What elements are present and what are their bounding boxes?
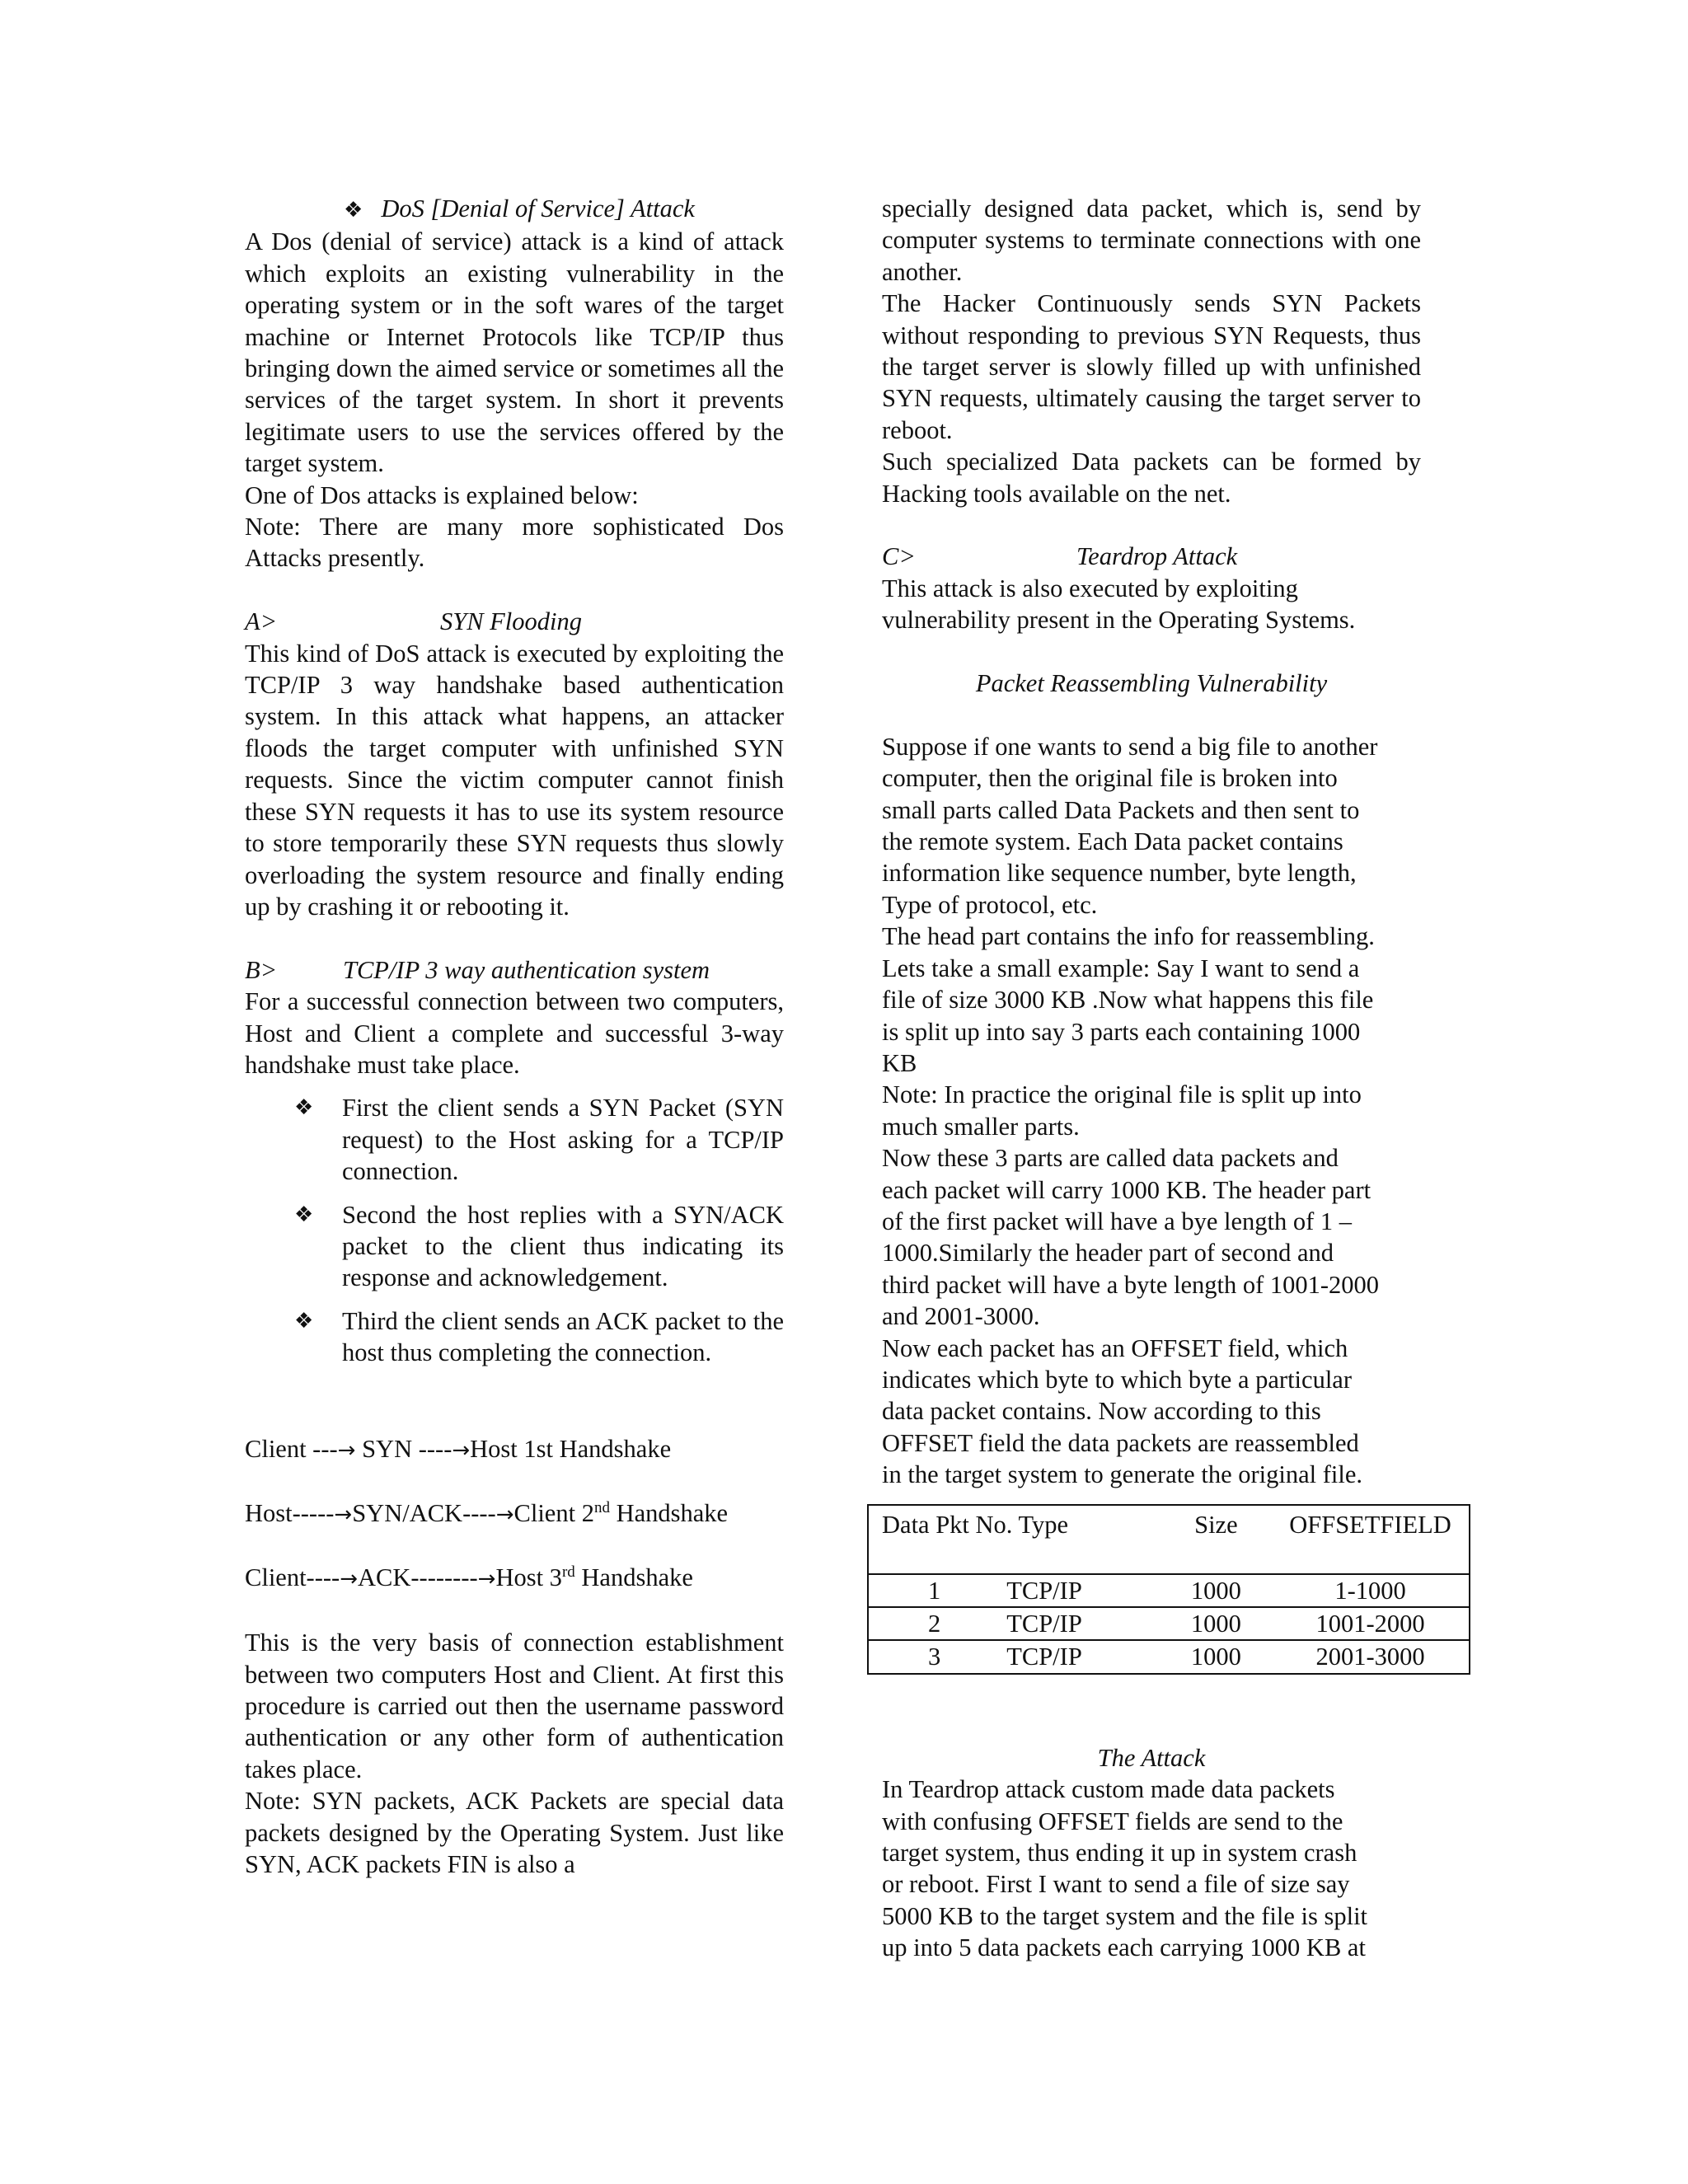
text-line: Suppose if one wants to send a big file to another <box>882 732 1378 761</box>
dos-one-of-line: One of Dos attacks is explained below: <box>245 480 639 509</box>
text-line: small parts called Data Packets and then sent to <box>882 795 1360 824</box>
syn-flooding-paragraph: This kind of DoS attack is executed by exploiting the TCP/IP 3 way handshake based authentication system. In this attack what happens, an attacker floods the target computer with unfinished SYN requests. Since the victim computer cannot finish these SYN requests it has to use its system resource to store temporarily these SYN requests thus slowly overloading the system resource and finally ending up by crashing it or rebooting it. <box>245 639 784 921</box>
text-line: target system, thus ending it up in system crash <box>882 1839 1357 1868</box>
arrow-right-icon: → <box>495 1502 514 1527</box>
text-line: KB <box>882 1048 917 1077</box>
list-item: ❖ First the client sends a SYN Packet (SYN request) to the Host asking for a TCP/IP connection. <box>294 1094 784 1186</box>
section-label-a: A> <box>245 607 278 636</box>
text-line: each packet will carry 1000 KB. The header part <box>882 1175 1372 1204</box>
text-line: 5000 KB to the target system and the file is split <box>882 1901 1368 1930</box>
table-cell: 1000 <box>1160 1574 1272 1607</box>
table-cell: 2001-3000 <box>1272 1640 1470 1673</box>
table-cell: 2 TCP/IP <box>868 1607 1086 1640</box>
reassembling-paragraph <box>882 731 1421 1491</box>
column-header: Size <box>1194 1510 1238 1539</box>
subsection-title-attack: The Attack <box>1097 1743 1206 1772</box>
section-label-c: C> <box>882 542 916 571</box>
text-line: Note: In practice the original file is split up into <box>882 1080 1362 1109</box>
fin-continuation-paragraph: specially designed data packet, which is, send by computer systems to terminate connections with one another. <box>882 194 1421 286</box>
text-line: the remote system. Each Data packet contains <box>882 827 1343 856</box>
section-heading-a <box>245 606 784 637</box>
dos-note: Note: There are many more sophisticated Dos Attacks presently. <box>245 513 784 573</box>
list-item: ❖ Third the client sends an ACK packet to the host thus completing the connection. <box>294 1306 784 1367</box>
column-header: Data Pkt No. Type <box>882 1510 1069 1539</box>
handshake-bullet-list <box>245 1092 784 1368</box>
text-line: up into 5 data packets each carrying 1000 KB at <box>882 1933 1366 1962</box>
hacker-paragraph: The Hacker Continuously sends SYN Packets without responding to previous SYN Requests, thus the target server is slowly filled up with unfinished SYN requests, ultimately causing the target server to reboot. <box>882 289 1421 444</box>
text-line: Type of protocol, etc. <box>882 890 1098 919</box>
table-row <box>868 1574 1470 1607</box>
text-line: computer, then the original file is broken into <box>882 764 1338 793</box>
text-line: is split up into say 3 parts each containing 1000 <box>882 1017 1361 1046</box>
text-line: in the target system to generate the original file. <box>882 1460 1362 1489</box>
tools-paragraph: Such specialized Data packets can be formed by Hacking tools available on the net. <box>882 448 1421 508</box>
arrow-right-icon: → <box>334 1502 353 1527</box>
diamond-bullet-icon: ❖ <box>294 1095 314 1121</box>
list-item: ❖ Second the host replies with a SYN/ACK packet to the client thus indicating its response and acknowledgement. <box>294 1200 784 1292</box>
section-heading-b <box>245 954 784 986</box>
diamond-bullet-icon: ❖ <box>344 198 363 223</box>
table-header-row <box>868 1505 1470 1574</box>
handshake-line-1: Client ---→ SYN ----→Host 1st Handshake <box>245 1434 672 1463</box>
left-column <box>245 193 784 1880</box>
text-line: or reboot. First I want to send a file of size say <box>882 1870 1350 1899</box>
text-line: indicates which byte to which byte a particular <box>882 1365 1352 1394</box>
text-line: 1000.Similarly the header part of second and <box>882 1239 1334 1268</box>
section-title-teardrop: Teardrop Attack <box>1076 542 1238 571</box>
table-cell: 1 TCP/IP <box>868 1574 1086 1607</box>
subsection-title-reassembling: Packet Reassembling Vulnerability <box>975 669 1328 698</box>
section-label-b: B> <box>245 955 278 984</box>
text-line: and 2001-3000. <box>882 1302 1040 1331</box>
syn-ack-note: Note: SYN packets, ACK Packets are special data packets designed by the Operating System. Just like SYN, ACK packets FIN is also a <box>245 1787 784 1879</box>
right-column <box>882 193 1451 1964</box>
text-line: Now these 3 parts are called data packets and <box>882 1144 1339 1173</box>
column-header: OFFSETFIELD <box>1289 1510 1451 1539</box>
text-line: OFFSET field the data packets are reassembled <box>882 1428 1359 1457</box>
arrow-right-icon: → <box>337 1437 356 1463</box>
text-line: The head part contains the info for reassembling. <box>882 922 1375 951</box>
packet-table <box>867 1504 1470 1675</box>
dos-intro-paragraph: A Dos (denial of service) attack is a kind of attack which exploits an existing vulnerability in the operating system or in the soft wares of the target machine or Internet Protocols like TCP/IP thus bringing down the aimed service or sometimes all the services of the target system. In short it prevents legitimate users to use the services offered by the target system. <box>245 227 784 478</box>
handshake-line-3: Client----→ACK--------→Host 3rd Handshake <box>245 1563 693 1592</box>
arrow-right-icon: → <box>452 1437 471 1463</box>
tcp-ip-paragraph: For a successful connection between two computers, Host and Client a complete and successful 3-way handshake must take place. <box>245 987 784 1079</box>
arrow-right-icon: → <box>340 1567 358 1592</box>
table-cell: 1000 <box>1160 1607 1272 1640</box>
text-line: file of size 3000 KB .Now what happens this file <box>882 986 1374 1015</box>
section-title-syn-flooding: SYN Flooding <box>440 607 583 636</box>
text-line: Now each packet has an OFFSET field, which <box>882 1333 1348 1362</box>
table-cell: 1001-2000 <box>1272 1607 1470 1640</box>
section-heading-c <box>882 541 1421 572</box>
text-line: In Teardrop attack custom made data packets <box>882 1775 1335 1804</box>
table-cell: 1-1000 <box>1272 1574 1470 1607</box>
teardrop-intro: This attack is also executed by exploiting vulnerability present in the Operating Systems. <box>882 574 1356 635</box>
text-line: with confusing OFFSET fields are send to the <box>882 1807 1343 1835</box>
section-title-tcp-ip: TCP/IP 3 way authentication system <box>343 955 710 984</box>
attack-paragraph <box>882 1774 1421 1963</box>
handshake-line-2: Host-----→SYN/ACK----→Client 2nd Handshake <box>245 1498 729 1527</box>
table-cell: 3 TCP/IP <box>868 1640 1086 1673</box>
text-line: data packet contains. Now according to this <box>882 1397 1321 1426</box>
diamond-bullet-icon: ❖ <box>294 1308 314 1333</box>
table-cell: 1000 <box>1160 1640 1272 1673</box>
diamond-bullet-icon: ❖ <box>294 1202 314 1227</box>
arrow-right-icon: → <box>477 1567 496 1592</box>
section-title-dos: ❖ DoS [Denial of Service] Attack <box>344 194 695 223</box>
table-row <box>868 1640 1470 1673</box>
text-line: of the first packet will have a bye length of 1 – <box>882 1207 1352 1235</box>
basis-paragraph: This is the very basis of connection establishment between two computers Host and Client. At first this procedure is carried out then the username password authentication or any other form of authentication takes place. <box>245 1629 784 1783</box>
text-line: Lets take a small example: Say I want to send a <box>882 954 1360 982</box>
text-line: information like sequence number, byte length, <box>882 859 1357 888</box>
text-line: third packet will have a byte length of 1001-2000 <box>882 1270 1380 1299</box>
table-row <box>868 1607 1470 1640</box>
text-line: much smaller parts. <box>882 1112 1080 1141</box>
